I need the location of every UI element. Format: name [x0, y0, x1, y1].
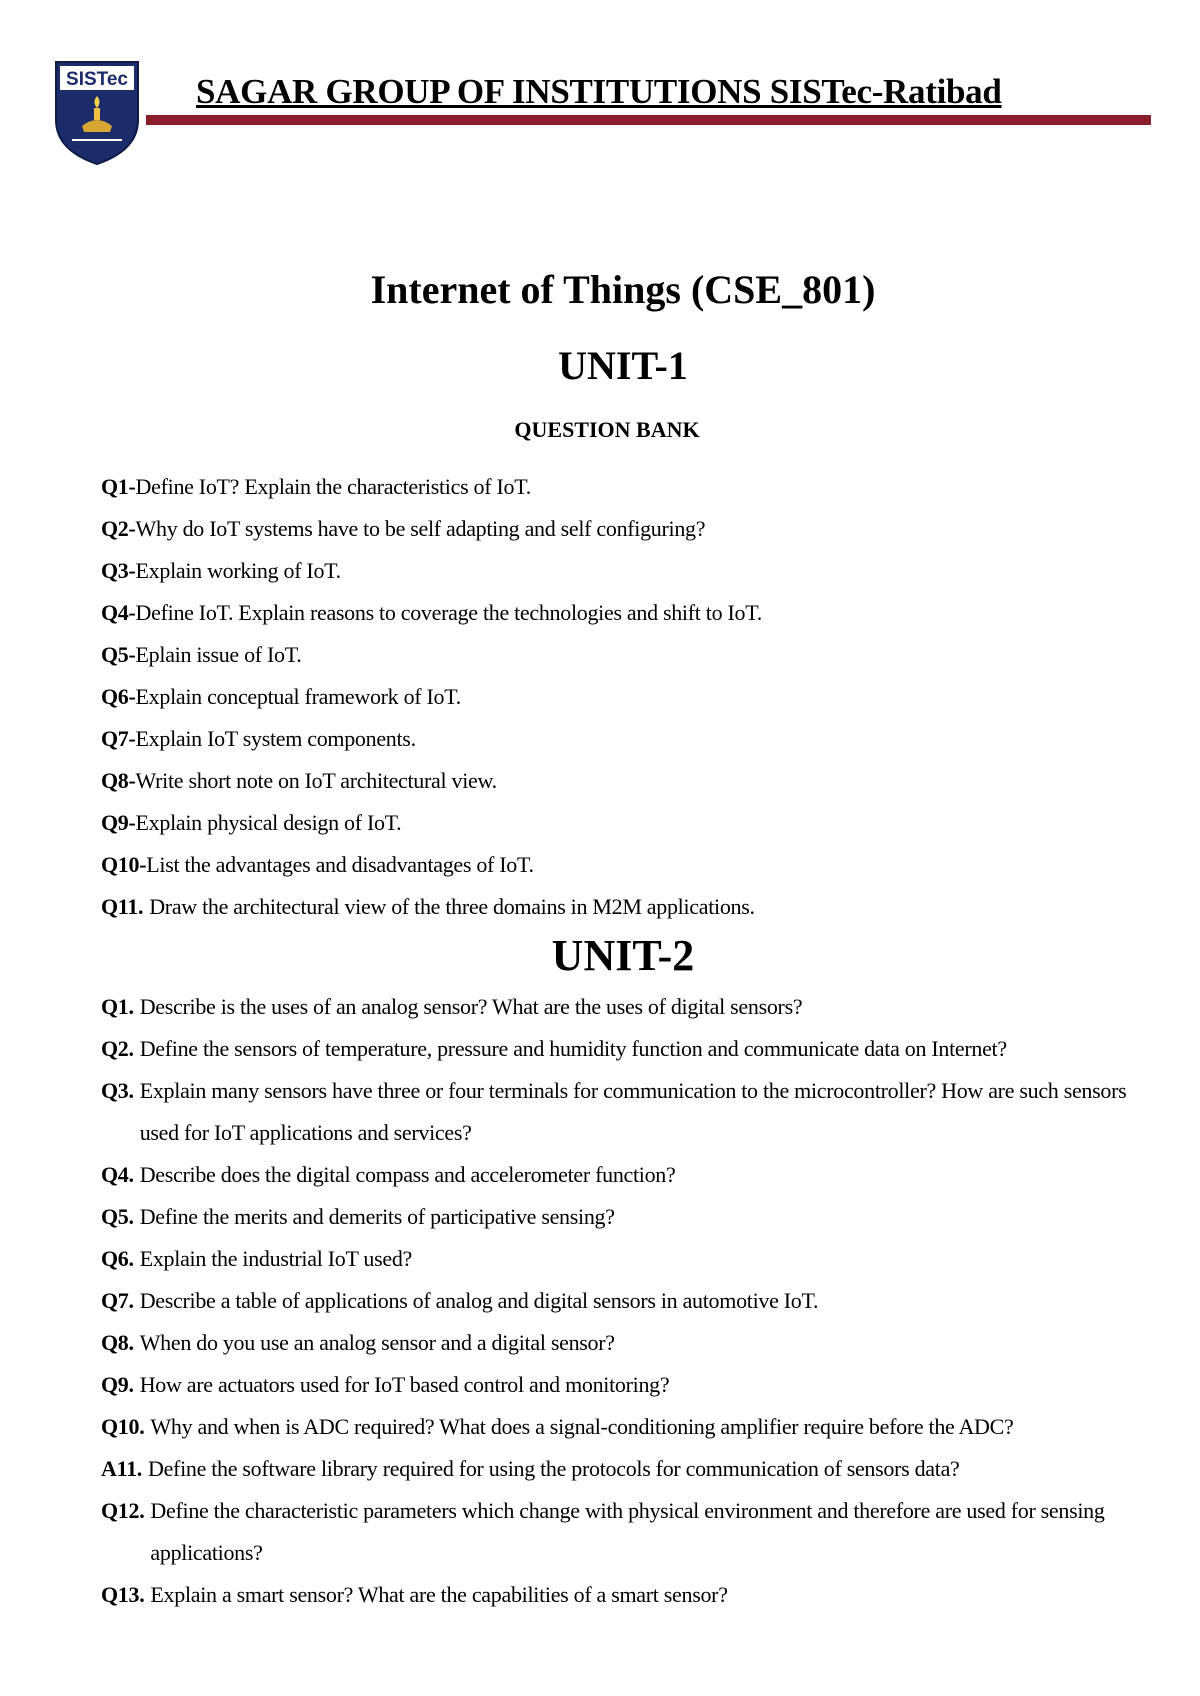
question-item — [101, 1574, 1161, 1616]
logo-text: SISTec — [66, 69, 128, 90]
question-item — [101, 844, 1161, 886]
question-text: Define the merits and demerits of participative sensing? — [139, 1204, 615, 1229]
question-item — [101, 802, 1161, 844]
question-number: Q8. — [101, 1330, 134, 1355]
question-item — [101, 1448, 1161, 1490]
question-item — [101, 634, 1161, 676]
question-item — [101, 1280, 1161, 1322]
question-number: Q5. — [101, 1204, 134, 1229]
question-item — [101, 718, 1161, 760]
question-item — [101, 1238, 1161, 1280]
question-item — [101, 1154, 1161, 1196]
question-item — [101, 508, 1161, 550]
question-item — [101, 760, 1161, 802]
question-text: Draw the architectural view of the three domains in M2M applications. — [149, 894, 755, 919]
question-item — [101, 1406, 1161, 1448]
question-number: Q7. — [101, 1288, 134, 1313]
question-number: Q3. — [101, 1078, 134, 1103]
header-divider — [146, 115, 1151, 125]
unit2-title: UNIT-2 — [551, 931, 695, 980]
question-number: Q11. — [101, 894, 144, 919]
question-text: Define the characteristic parameters which change with physical environment and therefore are used for sensing applications? — [150, 1498, 1105, 1565]
question-item — [101, 676, 1161, 718]
question-text: Write short note on IoT architectural view. — [135, 768, 497, 793]
question-text: Explain many sensors have three or four terminals for communication to the microcontroller? How are such sensors used for IoT applications and services? — [139, 1078, 1127, 1145]
question-text: Define IoT. Explain reasons to coverage the technologies and shift to IoT. — [135, 600, 762, 625]
institution-logo — [52, 60, 142, 166]
question-text: Why do IoT systems have to be self adapting and self configuring? — [135, 516, 706, 541]
question-item — [101, 1070, 1161, 1154]
question-item — [101, 550, 1161, 592]
question-text: Explain the industrial IoT used? — [139, 1246, 412, 1271]
question-number: Q6. — [101, 1246, 134, 1271]
question-number: Q7- — [101, 726, 136, 751]
question-item — [101, 1196, 1161, 1238]
question-number: Q6- — [101, 684, 136, 709]
question-text: Why and when is ADC required? What does a signal-conditioning amplifier require before the ADC? — [150, 1414, 1014, 1439]
question-number: Q3- — [101, 558, 136, 583]
question-text: Define IoT? Explain the characteristics of IoT. — [135, 474, 531, 499]
question-number: Q2- — [101, 516, 136, 541]
question-number: Q5- — [101, 642, 136, 667]
question-text: Define the software library required for using the protocols for communication of sensors data? — [147, 1456, 960, 1481]
question-text: List the advantages and disadvantages of IoT. — [146, 852, 534, 877]
unit2-question-list — [101, 986, 1161, 1616]
question-item — [101, 592, 1161, 634]
question-bank-subtitle: QUESTION BANK — [514, 417, 700, 442]
question-text: Explain a smart sensor? What are the capabilities of a smart sensor? — [150, 1582, 728, 1607]
question-number: A11. — [101, 1456, 142, 1481]
question-number: Q9- — [101, 810, 136, 835]
question-text: How are actuators used for IoT based control and monitoring? — [139, 1372, 670, 1397]
question-text: When do you use an analog sensor and a digital sensor? — [139, 1330, 615, 1355]
question-number: Q1. — [101, 994, 134, 1019]
question-item — [101, 1322, 1161, 1364]
question-item — [101, 886, 1161, 928]
question-number: Q1- — [101, 474, 136, 499]
question-number: Q12. — [101, 1498, 145, 1523]
question-number: Q13. — [101, 1582, 145, 1607]
question-item — [101, 466, 1161, 508]
unit1-title: UNIT-1 — [558, 343, 688, 388]
question-text: Eplain issue of IoT. — [135, 642, 302, 667]
shield-logo-icon — [52, 60, 142, 166]
question-item — [101, 986, 1161, 1028]
question-number: Q4- — [101, 600, 136, 625]
question-text: Describe does the digital compass and accelerometer function? — [139, 1162, 676, 1187]
course-title: Internet of Things (CSE_801) — [370, 267, 876, 312]
question-text: Explain IoT system components. — [135, 726, 416, 751]
institution-title: SAGAR GROUP OF INSTITUTIONS SISTec-Ratibad — [196, 72, 1002, 111]
question-item — [101, 1364, 1161, 1406]
question-text: Define the sensors of temperature, pressure and humidity function and communicate data on Internet? — [139, 1036, 1007, 1061]
question-number: Q9. — [101, 1372, 134, 1397]
question-item — [101, 1028, 1161, 1070]
question-number: Q10- — [101, 852, 147, 877]
question-text: Describe is the uses of an analog sensor? What are the uses of digital sensors? — [139, 994, 803, 1019]
question-text: Explain physical design of IoT. — [135, 810, 402, 835]
question-text: Describe a table of applications of analog and digital sensors in automotive IoT. — [139, 1288, 819, 1313]
question-number: Q4. — [101, 1162, 134, 1187]
question-text: Explain working of IoT. — [135, 558, 341, 583]
unit1-question-list — [101, 466, 1161, 928]
question-number: Q8- — [101, 768, 136, 793]
question-text: Explain conceptual framework of IoT. — [135, 684, 461, 709]
question-number: Q10. — [101, 1414, 145, 1439]
question-number: Q2. — [101, 1036, 134, 1061]
question-item — [101, 1490, 1161, 1574]
